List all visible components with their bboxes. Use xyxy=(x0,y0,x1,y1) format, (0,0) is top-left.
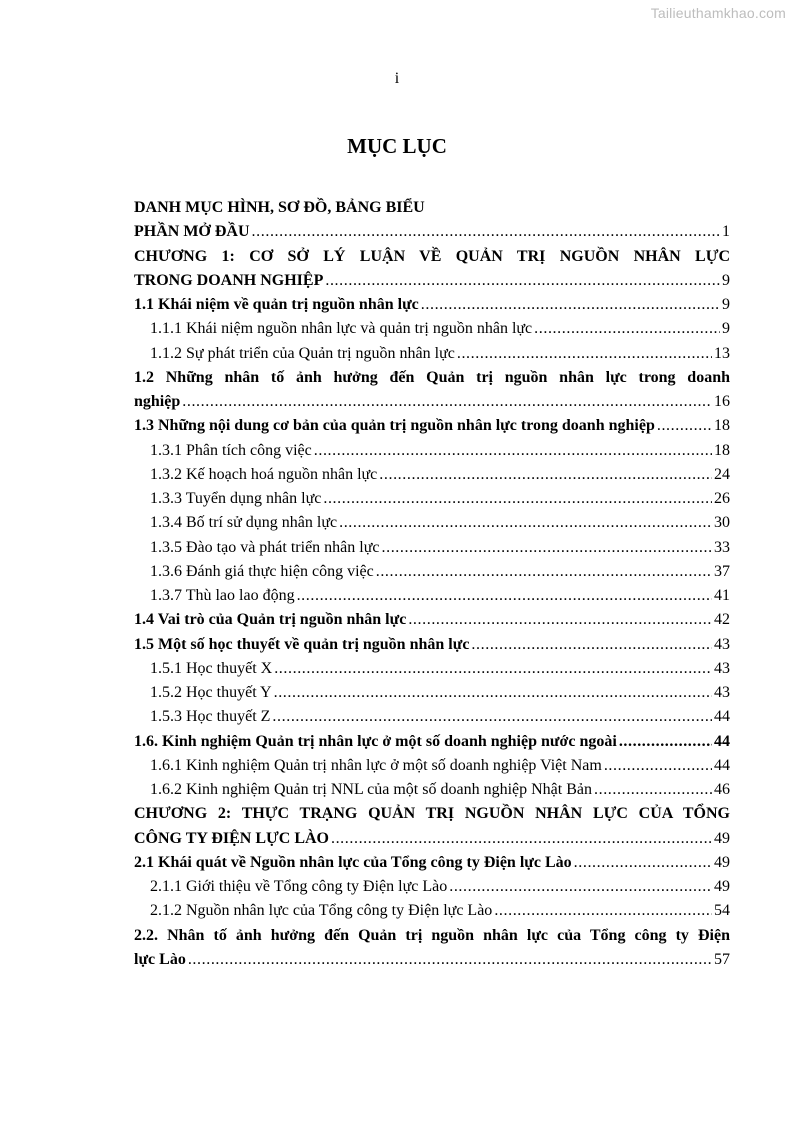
toc-entry-page: 57 xyxy=(714,950,730,968)
toc-entry-label: 1.2 Những nhân tố ảnh hưởng đến Quản trị nguồn nhân lực trong doanh xyxy=(134,368,730,386)
toc-entry-label: 2.1.2 Nguồn nhân lực của Tổng công ty Điện lực Lào xyxy=(150,902,493,920)
toc-entry-label: 2.2. Nhân tố ảnh hưởng đến Quản trị nguồn nhân lực của Tổng công ty Điện xyxy=(134,926,730,944)
toc-entry-page: 18 xyxy=(714,441,730,459)
leader-dots xyxy=(182,390,712,414)
toc-entry-page: 44 xyxy=(714,708,730,726)
leader-dots xyxy=(325,269,720,293)
toc-entry[interactable] xyxy=(134,730,730,754)
watermark: Tailieuthamkhao.com xyxy=(650,5,786,21)
toc-entry-label: 1.5.3 Học thuyết Z xyxy=(150,708,271,726)
leader-dots xyxy=(297,584,712,608)
leader-dots xyxy=(188,948,712,972)
toc-entry[interactable] xyxy=(134,657,730,681)
toc-entry[interactable] xyxy=(134,851,730,875)
leader-dots xyxy=(449,875,712,899)
table-of-contents xyxy=(134,196,730,972)
toc-entry-label: PHẦN MỞ ĐẦU xyxy=(134,223,250,241)
leader-dots xyxy=(376,560,712,584)
toc-entry-page: 1 xyxy=(722,223,730,241)
toc-entry[interactable] xyxy=(134,269,730,293)
toc-entry-label: 2.1 Khái quát về Nguồn nhân lực của Tổng công ty Điện lực Lào xyxy=(134,853,572,871)
leader-dots xyxy=(274,657,712,681)
leader-dots xyxy=(657,414,712,438)
toc-entry[interactable] xyxy=(134,802,730,826)
toc-entry-page: 43 xyxy=(714,659,730,677)
toc-entry-label: CHƯƠNG 2: THỰC TRẠNG QUẢN TRỊ NGUỒN NHÂN LỰC CỦA TỔNG xyxy=(134,805,730,823)
leader-dots xyxy=(323,487,712,511)
toc-entry-label: 1.3.1 Phân tích công việc xyxy=(150,441,312,459)
toc-entry-label: 1.6. Kinh nghiệm Quản trị nhân lực ở một số doanh nghiệp nước ngoài xyxy=(134,732,617,750)
leader-dots xyxy=(274,681,712,705)
toc-entry[interactable] xyxy=(134,220,730,244)
toc-entry-label: DANH MỤC HÌNH, SƠ ĐỒ, BẢNG BIỂU xyxy=(134,199,425,216)
toc-entry-label: 1.3.4 Bố trí sử dụng nhân lực xyxy=(150,514,338,532)
toc-entry-label: 1.5 Một số học thuyết về quản trị nguồn nhân lực xyxy=(134,635,470,653)
toc-entry[interactable] xyxy=(134,293,730,317)
toc-entry[interactable] xyxy=(134,827,730,851)
toc-entry-page: 42 xyxy=(714,611,730,629)
toc-entry[interactable] xyxy=(134,754,730,778)
leader-dots xyxy=(594,778,712,802)
leader-dots xyxy=(272,705,712,729)
toc-entry-page: 49 xyxy=(714,829,730,847)
toc-entry-page: 9 xyxy=(722,320,730,338)
toc-entry[interactable] xyxy=(134,414,730,438)
toc-entry[interactable] xyxy=(134,705,730,729)
toc-entry-label: 1.3.2 Kế hoạch hoá nguồn nhân lực xyxy=(150,465,378,483)
toc-entry-page: 43 xyxy=(714,635,730,653)
toc-entry-page: 54 xyxy=(714,902,730,920)
toc-entry[interactable] xyxy=(134,536,730,560)
toc-entry[interactable] xyxy=(134,778,730,802)
toc-entry-label: 1.1.2 Sự phát triển của Quản trị nguồn nhân lực xyxy=(150,344,455,362)
toc-entry-page: 33 xyxy=(714,538,730,556)
toc-entry-label: 1.1 Khái niệm về quản trị nguồn nhân lực xyxy=(134,296,419,313)
toc-entry-page: 37 xyxy=(714,562,730,580)
toc-entry-label: 1.3.5 Đào tạo và phát triển nhân lực xyxy=(150,538,380,556)
page-number: i xyxy=(394,70,400,87)
leader-dots xyxy=(382,536,713,560)
toc-entry[interactable] xyxy=(134,948,730,972)
toc-entry-page: 43 xyxy=(714,684,730,701)
toc-entry[interactable] xyxy=(134,196,730,220)
leader-dots xyxy=(339,511,712,535)
toc-entry[interactable] xyxy=(134,681,730,705)
toc-entry-page: 30 xyxy=(714,514,730,532)
page-title: MỤC LỤC xyxy=(347,134,447,158)
toc-entry[interactable] xyxy=(134,560,730,584)
leader-dots xyxy=(421,293,720,317)
leader-dots xyxy=(471,633,712,657)
leader-dots xyxy=(494,899,712,923)
leader-dots xyxy=(379,463,712,487)
toc-entry-label: CÔNG TY ĐIỆN LỰC LÀO xyxy=(134,829,329,847)
toc-entry-label: 1.6.1 Kinh nghiệm Quản trị nhân lực ở một số doanh nghiệp Việt Nam xyxy=(150,756,602,774)
toc-entry[interactable] xyxy=(134,366,730,390)
toc-entry[interactable] xyxy=(134,317,730,341)
toc-entry[interactable] xyxy=(134,899,730,923)
toc-entry-page: 16 xyxy=(714,393,730,410)
leader-dots xyxy=(534,317,720,341)
toc-entry[interactable] xyxy=(134,511,730,535)
leader-dots xyxy=(619,730,712,754)
toc-entry-page: 44 xyxy=(714,732,730,750)
toc-entry-label: 1.5.1 Học thuyết X xyxy=(150,659,273,677)
toc-entry-page: 13 xyxy=(714,344,730,362)
toc-entry-label: 1.1.1 Khái niệm nguồn nhân lực và quản trị nguồn nhân lực xyxy=(150,320,533,338)
toc-entry[interactable] xyxy=(134,608,730,632)
leader-dots xyxy=(604,754,712,778)
toc-entry-page: 9 xyxy=(722,296,730,313)
toc-entry-page: 49 xyxy=(714,878,730,895)
toc-entry-label: 1.6.2 Kinh nghiệm Quản trị NNL của một số doanh nghiệp Nhật Bản xyxy=(150,781,592,798)
toc-entry-page: 26 xyxy=(714,490,730,507)
toc-entry-label: 2.1.1 Giới thiệu về Tổng công ty Điện lực Lào xyxy=(150,878,448,895)
toc-entry[interactable] xyxy=(134,245,730,269)
leader-dots xyxy=(314,439,712,463)
leader-dots xyxy=(408,608,712,632)
toc-entry[interactable] xyxy=(134,584,730,608)
toc-entry[interactable] xyxy=(134,487,730,511)
leader-dots xyxy=(252,220,720,244)
toc-entry-label: TRONG DOANH NGHIỆP xyxy=(134,271,324,289)
toc-entry[interactable] xyxy=(134,463,730,487)
toc-entry-label: CHƯƠNG 1: CƠ SỞ LÝ LUẬN VỀ QUẢN TRỊ NGUỒN NHÂN LỰC xyxy=(134,247,730,265)
toc-entry[interactable] xyxy=(134,342,730,366)
toc-entry[interactable] xyxy=(134,875,730,899)
toc-entry-page: 41 xyxy=(714,587,730,604)
toc-entry-label: 1.5.2 Học thuyết Y xyxy=(150,684,272,701)
toc-entry[interactable] xyxy=(134,439,730,463)
toc-entry-page: 44 xyxy=(714,756,730,774)
toc-entry-page: 9 xyxy=(722,271,730,289)
toc-entry-page: 18 xyxy=(714,417,730,435)
toc-entry-label: nghiệp xyxy=(134,393,181,410)
leader-dots xyxy=(457,342,712,366)
toc-entry[interactable] xyxy=(134,390,730,414)
toc-entry-page: 49 xyxy=(714,853,730,871)
leader-dots xyxy=(331,827,712,851)
toc-entry-label: 1.3.6 Đánh giá thực hiện công việc xyxy=(150,562,374,580)
toc-entry-label: 1.3 Những nội dung cơ bản của quản trị nguồn nhân lực trong doanh nghiệp xyxy=(134,417,655,435)
toc-entry-label: lực Lào xyxy=(134,950,186,968)
toc-entry-label: 1.3.3 Tuyển dụng nhân lực xyxy=(150,490,322,507)
leader-dots xyxy=(574,851,712,875)
toc-entry-page: 24 xyxy=(714,465,730,483)
toc-entry[interactable] xyxy=(134,633,730,657)
toc-entry-label: 1.3.7 Thù lao lao động xyxy=(150,587,295,604)
toc-entry-page: 46 xyxy=(714,781,730,798)
toc-entry-label: 1.4 Vai trò của Quản trị nguồn nhân lực xyxy=(134,611,407,629)
toc-entry[interactable] xyxy=(134,924,730,948)
